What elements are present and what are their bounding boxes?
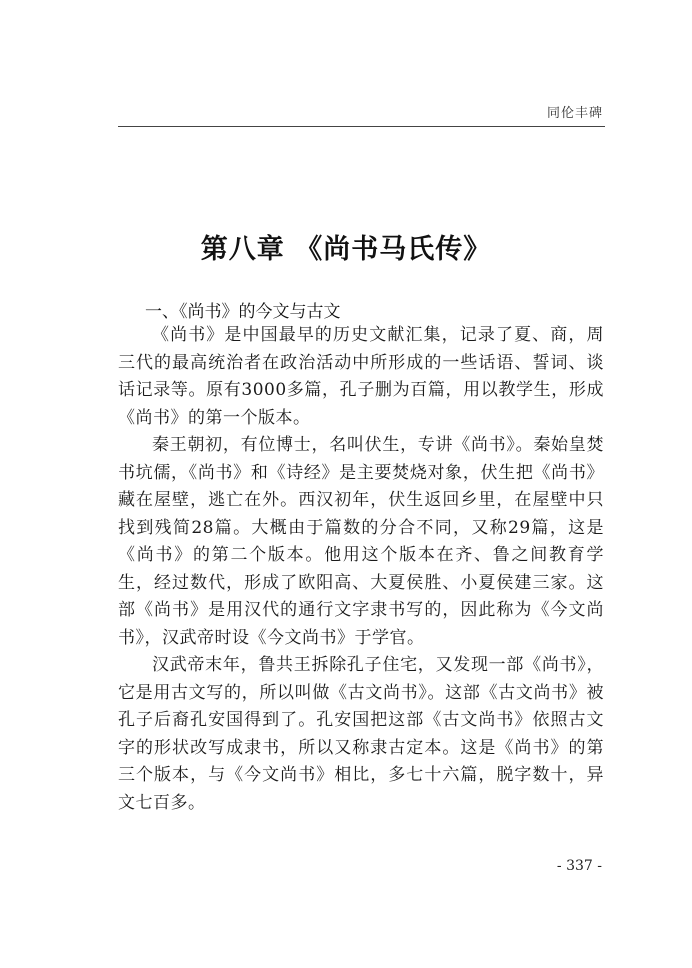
paragraph-2: 秦王朝初，有位博士，名叫伏生，专讲《尚书》。秦始皇焚书坑儒，《尚书》和《诗经》是主要焚烧对象，伏生把《尚书》藏在屋壁，逃亡在外。西汉初年，伏生返回乡里，在屋壁中只找到残简28篇。大概由于篇数的分合不同，又称29篇，这是《尚书》的第二个版本。他用这个版本在齐、鲁之间教育学生，经过数代，形成了欧阳高、大夏侯胜、小夏侯建三家。这部《尚书》是用汉代的通行文字隶书写的，因此称为《今文尚书》，汉武帝时设《今文尚书》于学官。 — [118, 435, 604, 648]
body-text — [118, 322, 604, 817]
paragraph-1: 《尚书》是中国最早的历史文献汇集，记录了夏、商，周三代的最高统治者在政治活动中所形成的一些话语、誓词、谈话记录等。原有3000多篇，孔子删为百篇，用以教学生，形成《尚书》的第一个版本。 — [118, 325, 604, 428]
paragraph-3: 汉武帝末年，鲁共王拆除孔子住宅，又发现一部《尚书》，它是用古文写的，所以叫做《古文尚书》。这部《古文尚书》被孔子后裔孔安国得到了。孔安国把这部《古文尚书》依照古文字的形状改写成隶书，所以又称隶古定本。这是《尚书》的第三个版本，与《今文尚书》相比，多七十六篇，脱字数十，异文七百多。 — [118, 655, 604, 813]
page-number: - 337 - — [556, 858, 602, 874]
running-header — [118, 100, 605, 127]
section-heading: 一、《尚书》的今文与古文 — [145, 302, 341, 322]
running-header-title: 同伦丰碑 — [546, 106, 603, 121]
chapter-title: 第八章 《尚书马氏传》 — [200, 234, 492, 265]
